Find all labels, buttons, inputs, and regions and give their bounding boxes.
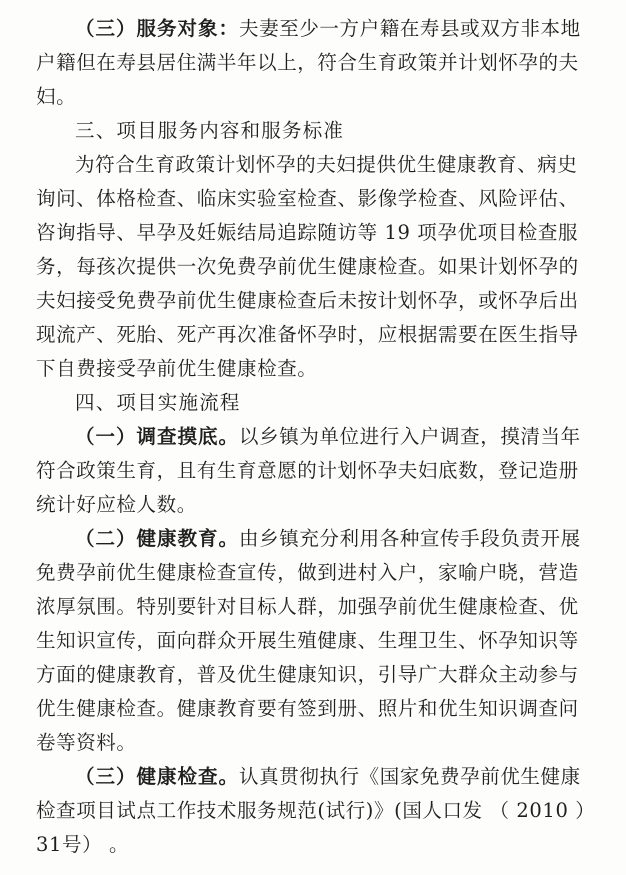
section-text: 下自费接受孕前优生健康检查。 [36, 357, 318, 380]
section-text: 统计好应检人数。 [36, 493, 197, 516]
section-text: 夫妻至少一方户籍在寿县或双方非本地 [239, 17, 581, 40]
text-line [0, 148, 626, 182]
text-line [0, 828, 626, 862]
section-text: 妇。 [36, 85, 77, 108]
text-line [0, 46, 626, 80]
text-line [0, 216, 626, 250]
text-line [0, 488, 626, 522]
section-text: 询问、体格检查、临床实验室检查、影像学检查、风险评估、 [36, 187, 579, 210]
section-text: 为符合生育政策计划怀孕的夫妇提供优生健康教育、病史 [75, 153, 578, 176]
section-lead: （三）服务对象： [75, 17, 240, 40]
section-text: 优生健康检查。健康教育要有签到册、照片和优生知识调查问 [36, 697, 579, 720]
section-text: 以乡镇为单位进行入户调查，摸清当年 [239, 425, 581, 448]
text-line [0, 80, 626, 114]
section-text: 务，每孩次提供一次免费孕前优生健康检查。如果计划怀孕的 [36, 255, 579, 278]
section-text: 浓厚氛围。特别要针对目标人群，加强孕前优生健康检查、优 [36, 595, 579, 618]
text-line [0, 692, 626, 726]
section-text: 免费孕前优生健康检查宣传，做到进村入户，家喻户晓，营造 [36, 561, 579, 584]
section-text: 31号） 。 [36, 833, 130, 856]
section-text: 生知识宣传，面向群众开展生殖健康、生理卫生、怀孕知识等 [36, 629, 579, 652]
section-text: 方面的健康教育，普及优生健康知识，引导广大群众主动参与 [36, 663, 579, 686]
text-line [0, 590, 626, 624]
heading-text: 三、项目服务内容和服务标准 [75, 119, 345, 142]
text-line [0, 182, 626, 216]
section-lead: （二）健康教育。 [75, 527, 240, 550]
section-text: 由乡镇充分利用各种宣传手段负责开展 [239, 527, 581, 550]
text-line [0, 658, 626, 692]
text-line [0, 420, 626, 454]
section-lead: （三）健康检查。 [75, 765, 240, 788]
text-line [0, 250, 626, 284]
text-line [0, 352, 626, 386]
section-text: 咨询指导、早孕及妊娠结局追踪随访等 19 项孕优项目检查服 [36, 221, 579, 244]
text-line [0, 522, 626, 556]
text-line [0, 556, 626, 590]
section-heading [0, 386, 626, 420]
text-line [0, 624, 626, 658]
heading-text: 四、项目实施流程 [75, 391, 241, 414]
section-text: 符合政策生育，且有生育意愿的计划怀孕夫妇底数，登记造册 [36, 459, 579, 482]
text-line [0, 760, 626, 794]
section-heading [0, 114, 626, 148]
text-line [0, 794, 626, 828]
text-line [0, 284, 626, 318]
text-line [0, 454, 626, 488]
section-text: 现流产、死胎、死产再次准备怀孕时，应根据需要在医生指导 [36, 323, 579, 346]
text-line [0, 12, 626, 46]
text-line [0, 318, 626, 352]
section-text: 检查项目试点工作技术服务规范(试行)》(国人口发 （ 2010 ） [36, 799, 596, 822]
section-text: 卷等资料。 [36, 731, 137, 754]
text-line [0, 726, 626, 760]
section-text: 夫妇接受免费孕前优生健康检查后未按计划怀孕，或怀孕后出 [36, 289, 579, 312]
section-text: 认真贯彻执行《国家免费孕前优生健康 [239, 765, 581, 788]
section-lead: （一）调查摸底。 [75, 425, 240, 448]
section-text: 户籍但在寿县居住满半年以上，符合生育政策并计划怀孕的夫 [36, 51, 579, 74]
